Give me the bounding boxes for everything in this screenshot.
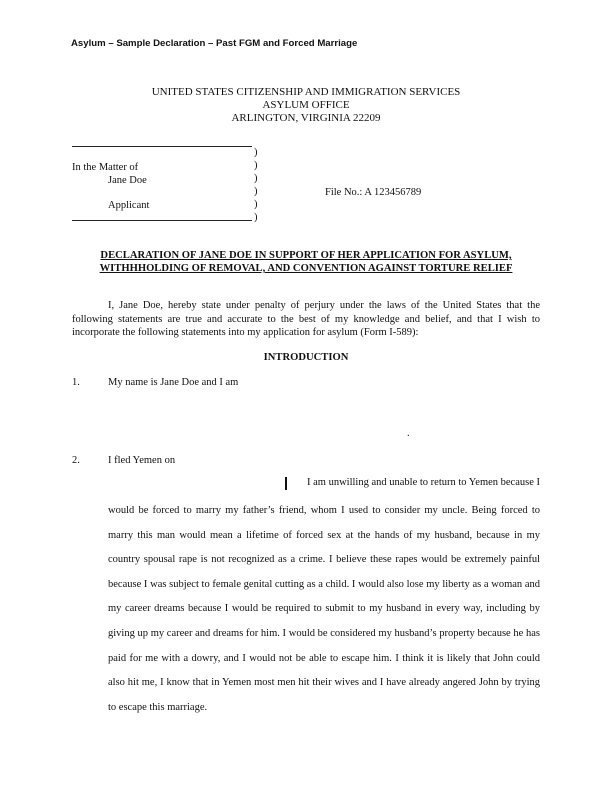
item-2-text: I fled Yemen on: [108, 455, 176, 466]
agency-line-3: ARLINGTON, VIRGINIA 22209: [231, 112, 381, 124]
item-1-text: My name is Jane Doe and I am: [108, 377, 239, 388]
paren: ): [254, 160, 258, 171]
agency-block: [0, 86, 612, 125]
agency-line-2: ASYLUM OFFICE: [262, 99, 350, 111]
caption-parentheses: [254, 146, 264, 224]
file-number: File No.: A 123456789: [325, 187, 422, 198]
caption-top-rule: [72, 146, 252, 147]
text-cursor: [285, 477, 287, 490]
document-header: Asylum – Sample Declaration – Past FGM and Forced Marriage: [71, 38, 358, 49]
declaration-title: [50, 249, 562, 275]
item-1-trailing: .: [407, 428, 410, 439]
item-2-body: would be forced to marry my father’s friend, whom I used to consider my uncle. Being forced to marry this man would mean a lifetime of forced sex at the hands of my husband, because in my country spousal rape is not recognized as a crime. I believe these rapes would be extremely painful because I was subject to female genital cutting as a child. I would also lose my liberty as a woman and my career dreams because I would be required to submit to my husband in every way, including by giving up my career and dreams for him. I would be considered my husband’s property because he has paid for me with a dowry, and I would not be able to escape him. I think it is likely that John could also hit me, I know that in Yemen most men hit their wives and I have already angered John by trying to escape this marriage.: [108, 505, 540, 713]
paren: ): [254, 147, 258, 158]
paren: ): [254, 173, 258, 184]
declaration-title-line-1: DECLARATION OF JANE DOE IN SUPPORT OF HER APPLICATION FOR ASYLUM,: [100, 250, 512, 261]
paren: ): [254, 199, 258, 210]
item-2-continuation: I am unwilling and unable to return to Yemen because I: [307, 477, 540, 488]
item-2-number: 2.: [72, 455, 80, 466]
applicant-name: Jane Doe: [108, 175, 147, 186]
matter-label: In the Matter of: [72, 162, 139, 173]
caption-bottom-rule: [72, 220, 252, 221]
declaration-title-line-2: WITHHHOLDING OF REMOVAL, AND CONVENTION AGAINST TORTURE RELIEF: [99, 263, 513, 274]
item-1-number: 1.: [72, 377, 80, 388]
paren: ): [254, 212, 258, 223]
paren: ): [254, 186, 258, 197]
agency-line-1: UNITED STATES CITIZENSHIP AND IMMIGRATION SERVICES: [151, 86, 461, 98]
intro-paragraph: I, Jane Doe, hereby state under penalty of perjury under the laws of the United States that the following statements are true and accurate to the best of my knowledge and belief, and that I wish to incorporate the following statements into my application for asylum (Form I-589):: [72, 300, 540, 338]
applicant-role: Applicant: [108, 200, 150, 211]
section-title: INTRODUCTION: [263, 352, 349, 363]
